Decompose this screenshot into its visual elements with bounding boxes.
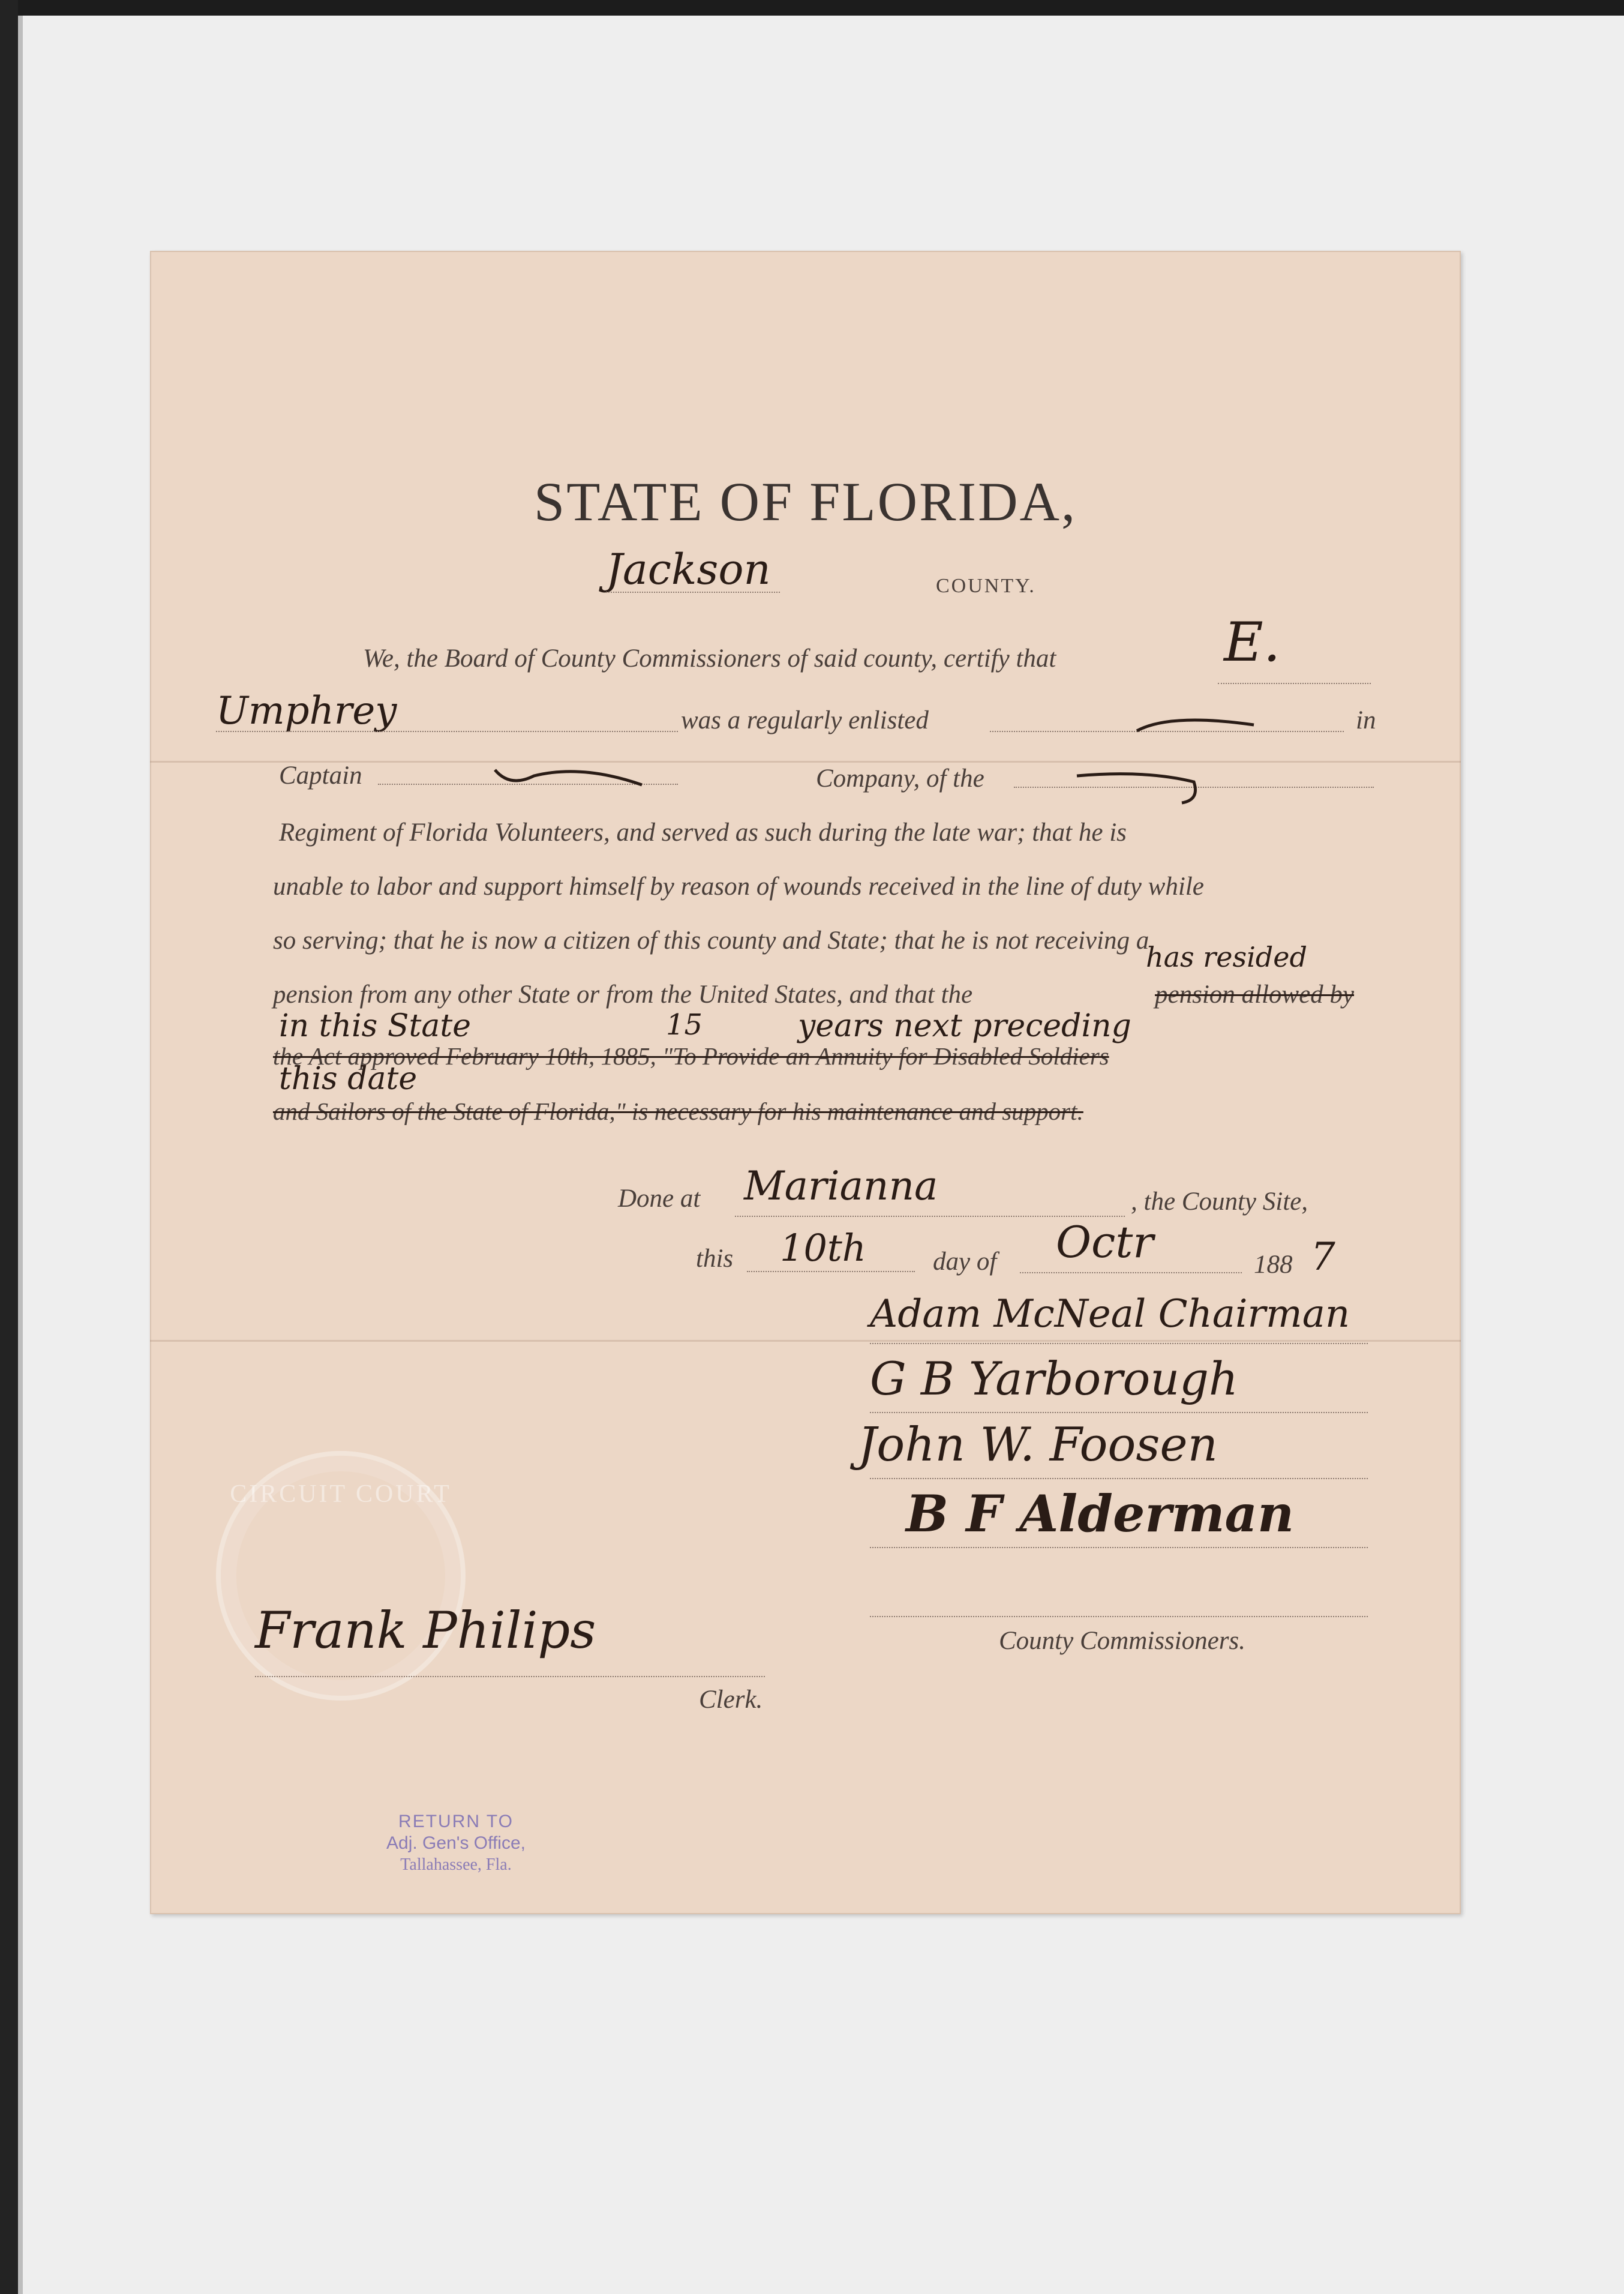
county-label: COUNTY. bbox=[936, 575, 1036, 597]
day-value: 10th bbox=[780, 1226, 866, 1270]
scan-border-top bbox=[0, 0, 1624, 16]
clerk-signature: Frank Philips bbox=[255, 1601, 596, 1660]
scan-border-left bbox=[0, 0, 18, 2294]
seal-text: CIRCUIT COURT bbox=[230, 1480, 452, 1508]
stamp-line-2: Adj. Gen's Office, bbox=[386, 1833, 526, 1853]
chairman-signature: Adam McNeal Chairman bbox=[870, 1292, 1350, 1336]
commissioner-signature-2: G B Yarborough bbox=[870, 1352, 1238, 1405]
stamp-line-1: RETURN TO bbox=[398, 1812, 514, 1831]
this-label: this bbox=[696, 1245, 734, 1273]
certify-text: We, the Board of County Commissioners of said county, certify that bbox=[363, 644, 1056, 673]
handwritten-date: this date bbox=[279, 1061, 418, 1097]
done-at-label: Done at bbox=[618, 1185, 701, 1213]
struck-act-text: the Act approved February 10th, 1885, "To Provide an Annuity for Disabled Soldiers bbox=[273, 1042, 1109, 1070]
company-label: Company, of the bbox=[816, 764, 984, 793]
stamp-line-3: Tallahassee, Fla. bbox=[400, 1855, 512, 1874]
month-dotted-line bbox=[1020, 1272, 1242, 1273]
place-name: Marianna bbox=[744, 1163, 938, 1209]
day-of-label: day of bbox=[933, 1248, 997, 1276]
handwritten-state: in this State bbox=[279, 1008, 472, 1044]
struck-annuity-text: and Sailors of the State of Florida," is necessary for his maintenance and support. bbox=[273, 1097, 1083, 1125]
citizen-text: so serving; that he is now a citizen of this county and State; that he is not receiving a bbox=[273, 926, 1149, 955]
blank-dash-mark bbox=[1074, 758, 1206, 806]
signature-line bbox=[870, 1616, 1368, 1617]
handwritten-resided: has resided bbox=[1146, 941, 1307, 973]
clerk-signature-line bbox=[255, 1676, 765, 1677]
year-prefix: 188 bbox=[1254, 1251, 1293, 1279]
struck-pension-text: pension allowed by bbox=[1155, 980, 1355, 1009]
return-stamp bbox=[342, 1811, 570, 1876]
handwritten-years: years next preceding bbox=[798, 1008, 1131, 1044]
name-dotted-line bbox=[1218, 683, 1371, 684]
embossed-seal bbox=[216, 1451, 466, 1701]
county-site-label: , the County Site, bbox=[1131, 1188, 1308, 1216]
signature-line bbox=[870, 1478, 1368, 1479]
surname-dotted-line bbox=[216, 731, 678, 732]
county-dotted-line bbox=[606, 592, 780, 593]
day-dotted-line bbox=[747, 1271, 915, 1272]
document-sheet bbox=[150, 251, 1461, 1914]
signature-line bbox=[870, 1412, 1368, 1413]
disability-text: unable to labor and support himself by reason of wounds received in the line of duty while bbox=[273, 872, 1204, 901]
county-name: Jackson bbox=[606, 545, 771, 594]
blank-dash-mark bbox=[492, 758, 648, 800]
commissioner-signature-4: B F Alderman bbox=[906, 1484, 1295, 1543]
pension-text: pension from any other State or from the United States, and that the bbox=[273, 980, 973, 1009]
in-label: in bbox=[1356, 706, 1376, 734]
years-count: 15 bbox=[666, 1008, 703, 1042]
signature-line bbox=[870, 1343, 1368, 1344]
captain-label: Captain bbox=[279, 761, 362, 790]
name-initial: E. bbox=[1224, 611, 1281, 674]
scan-edge bbox=[18, 16, 23, 2294]
commissioners-label: County Commissioners. bbox=[999, 1627, 1245, 1655]
blank-dash-mark bbox=[1134, 707, 1266, 743]
clerk-label: Clerk. bbox=[699, 1686, 763, 1714]
document-title: STATE OF FLORIDA, bbox=[534, 471, 1077, 532]
regiment-text: Regiment of Florida Volunteers, and served as such during the late war; that he is bbox=[279, 818, 1127, 847]
signature-line bbox=[870, 1547, 1368, 1548]
month-value: Octr bbox=[1056, 1217, 1154, 1267]
enlisted-text: was a regularly enlisted bbox=[681, 706, 929, 734]
year-digit: 7 bbox=[1311, 1235, 1335, 1279]
commissioner-signature-3: John W. Foosen bbox=[858, 1418, 1218, 1472]
surname: Umphrey bbox=[216, 689, 397, 733]
fold-line bbox=[150, 1340, 1461, 1342]
